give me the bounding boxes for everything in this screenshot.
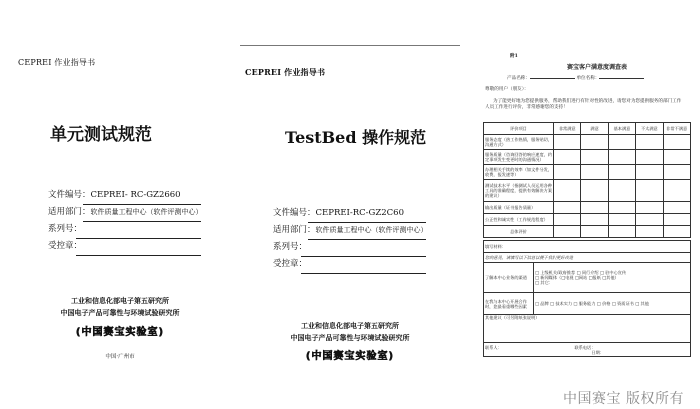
doc3-intro: 为了能更好地为您提供服务，帮助我们进行有针对性的改进，请您对为您提供服务的部门工作人员工作进行评价，非常感谢您的支持！ <box>485 99 682 110</box>
doc3-suggest-table <box>483 240 691 357</box>
doc3-greeting: 尊敬的用户（朋友）： <box>485 87 529 92</box>
doc3-reason-options: □ 品牌 □ 技术实力 □ 服务能力 □ 价格 □ 资质证书 □ 其他 <box>534 293 691 315</box>
doc1-field-dept: 适用部门：软件质量工程中心（软件评测中心） <box>48 207 208 224</box>
table-row: 总体评价 <box>484 226 554 238</box>
doc3-tag: 附1 <box>510 54 518 59</box>
doc3-product: 产品名称： 单位名称： <box>507 76 644 82</box>
doc1-field-file-no: 文件编号：CEPREI- RC-GZ2660 <box>48 190 208 207</box>
table-row: 输出质量（证书报告质量） <box>484 202 554 214</box>
table-row: 测试技术水平（指测试人员运用各种工具的准确程度，提供有效解决方案的建议） <box>484 180 554 202</box>
th-unsatisfied: 不太满意 <box>636 123 663 135</box>
doc1-org: 工业和信息化部电子第五研究所 中国电子产品可靠性与环境试验研究所 <box>60 297 180 317</box>
doc3-suggest-label: 您的意见，请填写以下信息以便于我们更好改进 <box>484 253 691 263</box>
doc2-field-dept: 适用部门：软件质量工程中心（软件评测中心） <box>273 225 433 242</box>
table-row: 办理相关手续的效率（如文件分发，收费，报发速等） <box>484 165 554 180</box>
table-row: 服务质量（咨询回答的响应速度，约定事项发生变更时的沟通情况） <box>484 150 554 165</box>
doc1-header: CEPREI 作业指导书 <box>18 58 96 67</box>
doc2-field-file-no: 文件编号：CEPREI-RC-GZ2C60 <box>273 208 433 225</box>
doc3-title: 赛宝客户满意度调查表 <box>566 64 627 71</box>
th-item: 评价项目 <box>484 123 554 135</box>
doc3-contact-row: 联系人： 联系电话： 日期： <box>484 343 691 357</box>
copyright-watermark: 中国赛宝 版权所有 <box>563 391 684 407</box>
doc1-fields <box>48 190 208 258</box>
doc2-field-serial: 系列号： <box>273 242 433 259</box>
th-satisfied: 满意 <box>581 123 608 135</box>
doc3-rating-table <box>483 122 691 238</box>
table-row: 服务态度（热工作热情，服务贴切，沟通方式） <box>484 135 554 150</box>
th-very-satisfied: 非常满意 <box>554 123 581 135</box>
doc2-fields <box>273 208 433 276</box>
doc1-field-serial: 系列号： <box>48 224 208 241</box>
doc2-field-stamp: 受控章： <box>273 259 433 276</box>
doc3-other-suggest: 其他建议（可另附纸张说明） <box>484 315 691 343</box>
doc1-title: 单元测试规范 <box>50 125 152 145</box>
doc2-header: CEPREI 作业指导书 <box>245 67 326 77</box>
table-row: 公正性和诚实性（工作规范程度） <box>484 214 554 226</box>
doc1-footer: 中国·广州市 <box>105 354 135 360</box>
doc1-field-stamp: 受控章： <box>48 241 208 258</box>
doc2-logo: (中国赛宝实验室) <box>305 351 395 362</box>
doc2-top-rule <box>240 45 460 46</box>
th-very-unsatisfied: 非常不满意 <box>663 123 690 135</box>
th-basic: 基本满意 <box>608 123 635 135</box>
doc2-org: 工业和信息化部电子第五研究所 中国电子产品可靠性与环境试验研究所 <box>290 322 410 342</box>
document-page-survey <box>477 52 697 364</box>
doc3-channel-options: □ 上级机关/政府推荐 □ 同行介绍 □ 驻中心宣传 □ 新闻媒体（□电视 □网站 □报纸 □其他） □ 其它： <box>534 263 691 293</box>
doc3-other-label: 填写材料： <box>484 241 691 253</box>
doc3-reason-label: 在我与本中心开展合作时，您最看重哪些因素 <box>484 293 534 315</box>
doc2-title: TestBed 操作规范 <box>285 128 427 147</box>
document-page-testbed <box>240 45 460 395</box>
doc3-channel-label: 了解本中心业务的渠道 <box>484 263 534 293</box>
doc1-logo: (中国赛宝实验室) <box>75 327 165 338</box>
document-page-unit-test <box>10 50 220 390</box>
